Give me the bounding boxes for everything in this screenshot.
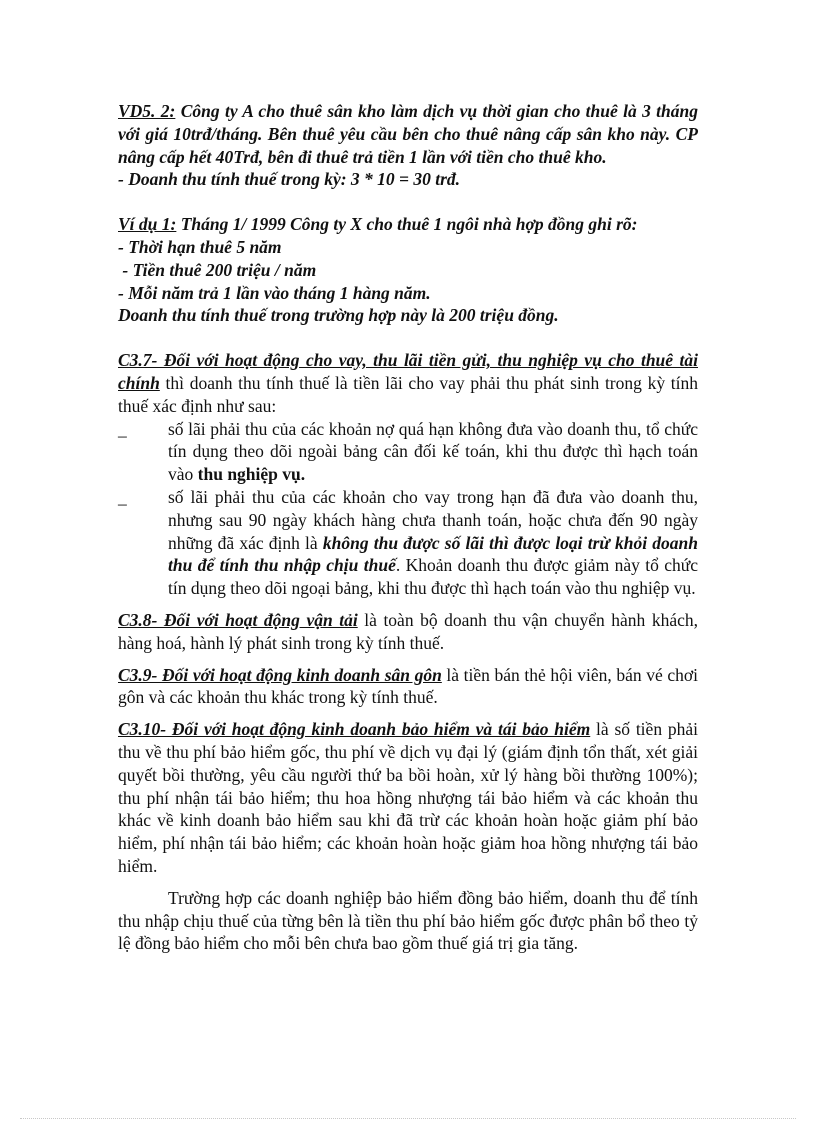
c37-bullet-2-text: số lãi phải thu của các khoản cho vay trong hạn đã đưa vào doanh thu, nhưng sau 90 ngày khách hàng chưa thanh toán, hoặc chưa đến 90 ngày những đã xác định là — [168, 486, 698, 553]
c38-paragraph — [118, 609, 698, 655]
c37-heading: C3.7- Đối với hoạt động cho vay, thu lãi tiền gửi, thu nghiệp vụ cho thuê tài chính — [118, 350, 698, 393]
c37-bullet-1-text: số lãi phải thu của các khoản nợ quá hạn không đưa vào doanh thu, tổ chức tín dụng theo dõi ngoài bảng cân đối kế toán, khi thu được thì hạch toán vào — [168, 418, 698, 485]
c310-heading: C3.10- Đối với hoạt động kinh doanh bảo hiểm và tái bảo hiểm — [118, 719, 591, 740]
vd52-text: Công ty A cho thuê sân kho làm dịch vụ thời gian cho thuê là 3 tháng với giá 10trđ/tháng. Bên thuê yêu cầu bên cho thuê nâng cấp sân kho này. CP nâng cấp hết 40Trđ, bên đi thuê trả tiền 1 lần với tiền cho thuê kho. — [118, 101, 698, 167]
c37-bullet-2-tail: . Khoản doanh thu được giảm này tổ chức tín dụng theo dõi ngoại bảng, khi thu được thì hạch toán vào thu nghiệp vụ. — [168, 555, 698, 599]
c38-text: là toàn bộ doanh thu vận chuyển hành khách, hàng hoá, hành lý phát sinh trong kỳ tính thuế. — [118, 609, 698, 653]
page-footer-divider — [20, 1118, 796, 1119]
c310-paragraph — [118, 718, 698, 878]
example1-paragraph — [118, 213, 698, 236]
vd52-paragraph — [118, 100, 698, 168]
example1-line: - Tiền thuê 200 triệu / năm — [118, 259, 317, 280]
vd52-result: - Doanh thu tính thuế trong kỳ: 3 * 10 = 30 trđ. — [118, 169, 461, 190]
c37-bullet-1 — [118, 418, 698, 486]
example1-text: Tháng 1/ 1999 Công ty X cho thuê 1 ngôi nhà hợp đồng ghi rõ: — [176, 214, 638, 235]
document-page — [118, 100, 698, 955]
bullet-marker: _ — [118, 486, 127, 507]
c39-text: là tiền bán thẻ hội viên, bán vé chơi gôn và các khoản thu khác trong kỳ tính thuế. — [118, 664, 698, 708]
vd52-label: VD5. 2: — [118, 101, 176, 121]
example1-line: Doanh thu tính thuế trong trường hợp này là 200 triệu đồng. — [118, 305, 559, 326]
c37-bullet-2 — [118, 486, 698, 600]
c37-paragraph — [118, 349, 698, 417]
example1-line: - Mỗi năm trả 1 lần vào tháng 1 hàng năm. — [118, 282, 431, 303]
c310-paragraph-2: Trường hợp các doanh nghiệp bảo hiểm đồng bảo hiểm, doanh thu để tính thu nhập chịu thuế của từng bên là tiền thu phí bảo hiểm gốc được phân bổ theo tỷ lệ đồng bảo hiểm cho mỗi bên chưa bao gồm thuế giá trị gia tăng. — [118, 887, 698, 954]
c37-bullet-1-bold: thu nghiệp vụ. — [197, 464, 306, 485]
c39-heading: C3.9- Đối với hoạt động kinh doanh sân gôn — [118, 664, 442, 685]
example1-line: - Thời hạn thuê 5 năm — [118, 236, 282, 257]
c38-heading: C3.8- Đối với hoạt động vận tải — [118, 609, 358, 630]
example1-label: Ví dụ 1: — [118, 214, 177, 235]
c310-text: là số tiền phải thu về thu phí bảo hiểm gốc, thu phí về dịch vụ đại lý (giám định tổn thất, xét giải quyết bồi thường, yêu cầu người thứ ba bồi hoàn, xử lý hàng bồi thường 100%); thu phí nhận tái bảo hiểm; thu hoa hồng nhượng tái bảo hiểm và các khoản thu khác về kinh doanh bảo hiểm sau khi đã trừ các khoản hoàn hoặc giảm phí bảo hiểm, phí nhận tái bảo hiểm; các khoản hoàn hoặc giảm hoa hồng nhượng tái bảo hiểm. — [118, 719, 698, 876]
c37-text: thì doanh thu tính thuế là tiền lãi cho vay phải thu phát sinh trong kỳ tính thuế xác định như sau: — [118, 372, 698, 416]
c37-bullet-2-emphasis: không thu được số lãi thì được loại trừ khỏi doanh thu để tính thu nhập chịu thuế — [168, 532, 699, 576]
bullet-marker: _ — [118, 418, 127, 439]
c39-paragraph — [118, 664, 698, 710]
